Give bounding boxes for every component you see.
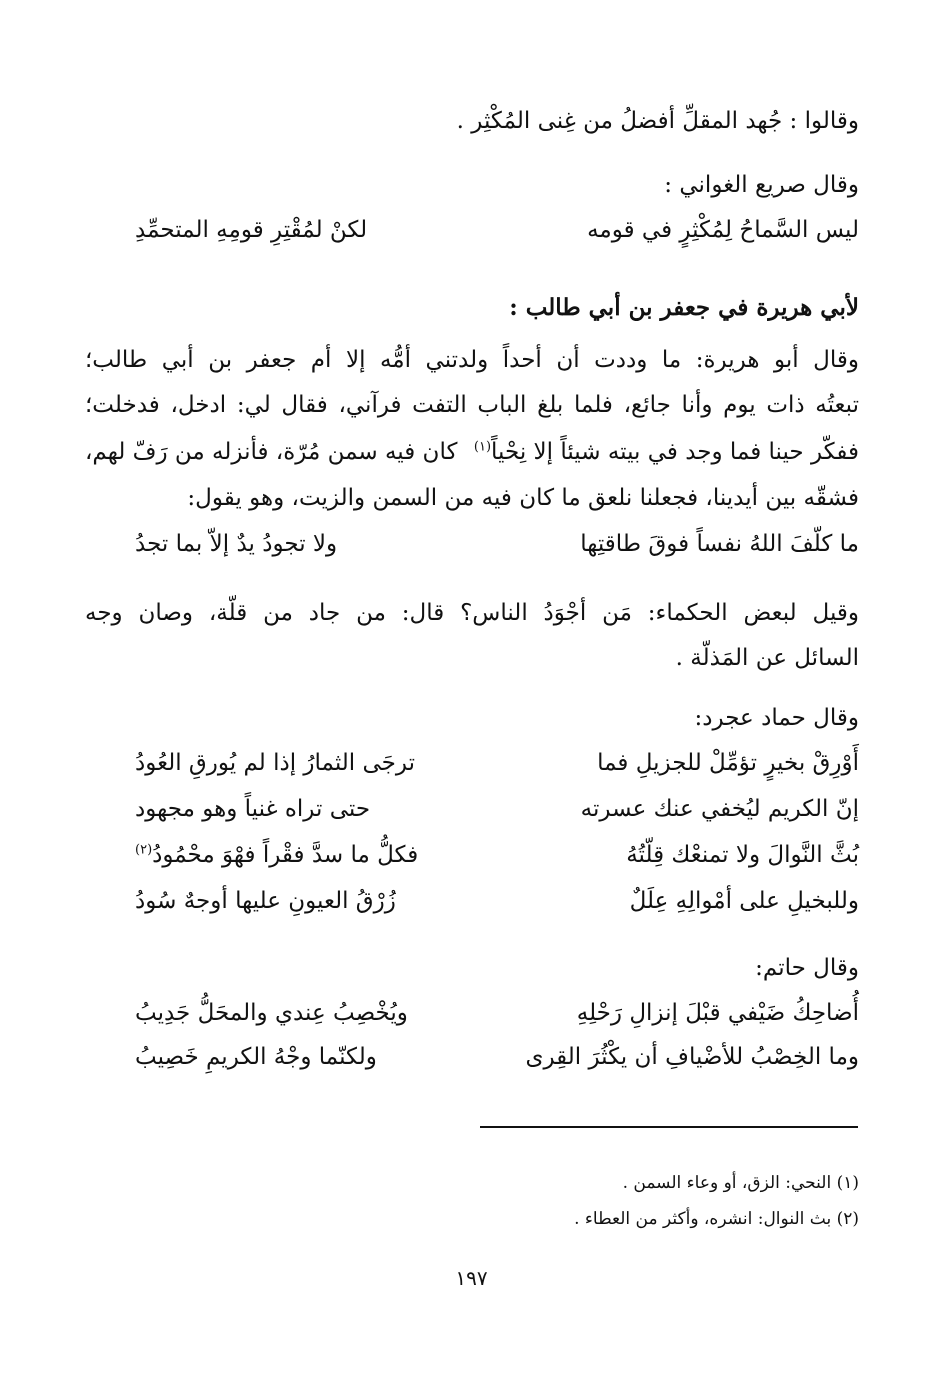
verse-hemistich-right: أَوْرِقْ بخيرٍ تؤمِّلْ للجزيلِ فما [597,750,859,776]
verse-hemistich-right: أُضاحِكُ ضَيْفي قبْلَ إنزالِ رَحْلِهِ [576,1000,859,1026]
verse-hemistich-right: ما كلّفَ اللهُ نفساً فوقَ طاقتِها [580,531,859,557]
verse-hemistich-right: وما الخِصْبُ للأضْيافِ أن يكْثُرَ القِرى [525,1044,859,1070]
verse-hemistich-left: لكنْ لمُقْتِرِ قومِهِ المتحمِّدِ [135,217,368,243]
verse-hemistich-left: ولكنّما وجْهُ الكريمِ خَصِيبُ [135,1044,377,1070]
para-line: فشقّه بين أيدينا، فجعلنا نلعق ما كان فيه من السمن والزيت، وهو يقول: [187,485,859,511]
footnote-divider [480,1126,858,1128]
para-line-part: كان فيه سمن مُرّة، فأنزله من رَفّ لهم، [85,439,458,465]
para-line: وقال أبو هريرة: ما وددت أن أحداً ولدتني أمُّه إلا أم جعفر بن أبي طالب؛ [85,347,859,373]
section-heading: لأبي هريرة في جعفر بن أبي طالب : [509,294,859,321]
verse-hemistich-right: وللبخيلِ على أمْوالِهِ عِلَلٌ [629,888,859,914]
verse-hemistich-right: ليس السَّماحُ لِمُكْثِرٍ في قومه [587,217,859,243]
verse-hemistich-left: حتى تراه غنياً وهو مجهود [135,796,371,822]
verse-hemistich-left: فكلُّ ما سدَّ فقْراً فهْوَ محْمُودُ$^{(٢)}$ [135,842,419,868]
footnote: (٢) بث النوال: انشره، وأكثر من العطاء . [574,1209,859,1229]
intro-sarie: وقال صريع الغواني : [664,172,859,198]
verse-hemistich-left: ترجَى الثمارُ إذا لم يُورقِ العُودُ [135,750,415,776]
verse-hemistich-left: ولا تجودُ يدٌ إلاّ بما تجدُ [135,531,338,557]
para-line: وقيل لبعض الحكماء: مَن أجْوَدُ الناس؟ قال: من جاد من قلّة، وصان وجه [85,600,859,626]
verse-hemistich-right: إنّ الكريم ليُخفي عنك عسرته [580,796,859,822]
intro-hatim: وقال حاتم: [755,955,859,981]
para-line [85,439,859,467]
intro-hammad: وقال حماد عجرد: [694,705,859,731]
verse-hemistich-right: بُثَّ النَّوالَ ولا تمنعْك قِلّتُهُ [626,842,859,868]
footnote-marker: (٢) [135,842,153,858]
para-line: تبعتُه ذات يوم وأنا جائع، فلما بلغ الباب التفت فرآني، فقال لي: ادخل، فدخلت؛ [85,392,859,418]
verse-hemistich-left: زُرْقُ العيونِ عليها أوجهٌ سُودُ [135,888,396,914]
page-number: ١٩٧ [455,1266,488,1290]
verse-hemistich-left: ويُخْصِبُ عِندي والمحَلُّ جَدِيبُ [135,1000,408,1026]
para-line: السائل عن المَذلّة . [675,645,859,671]
footnote-marker: (١) [473,439,492,455]
line-saying: وقالوا : جُهد المقلِّ أفضلُ من غِنى المُكْثِر . [456,108,859,134]
footnote: (١) النحي: الزق، أو وعاء السمن . [622,1173,859,1193]
para-line-part: ففكّر حينا فما وجد في بيته شيئاً إلا نِحْياً$^{(١)}$ [473,439,859,465]
